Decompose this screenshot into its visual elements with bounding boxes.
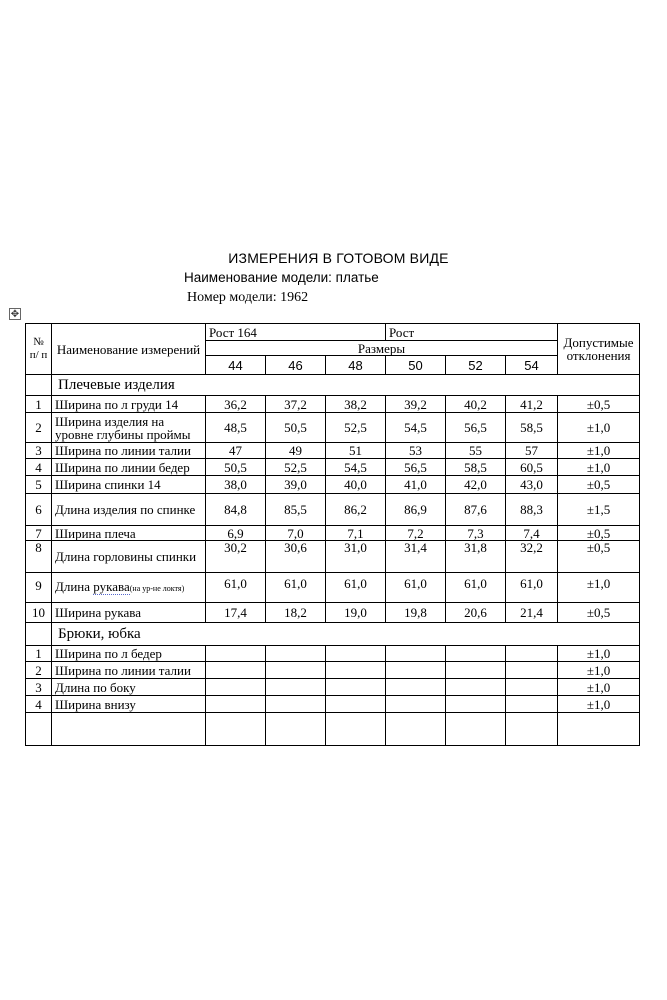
header-sizes-label: Размеры [206, 341, 558, 356]
table-row [26, 646, 640, 662]
table-row [26, 573, 640, 603]
row-number: 6 [26, 494, 52, 526]
value-cell: 7,2 [386, 526, 446, 541]
value-cell: 21,4 [506, 603, 558, 623]
value-cell: 86,9 [386, 494, 446, 526]
value-cell: 42,0 [446, 476, 506, 494]
value-cell: 7,1 [326, 526, 386, 541]
table-row [26, 541, 640, 573]
value-cell: 38,0 [206, 476, 266, 494]
table-move-handle-icon[interactable]: ✥ [10, 309, 20, 320]
header-rost-164: Рост 164 [206, 324, 386, 341]
row-number: 7 [26, 526, 52, 541]
table-row-empty [26, 713, 640, 746]
tolerance-cell: ±0,5 [558, 526, 640, 541]
value-cell: 20,6 [446, 603, 506, 623]
table-row [26, 696, 640, 713]
tolerance-cell: ±1,0 [558, 573, 640, 603]
measurement-name [52, 573, 206, 603]
value-cell: 50,5 [206, 459, 266, 476]
size-cell: 52 [446, 356, 506, 375]
value-cell: 31,4 [386, 541, 446, 573]
measurement-name-note: (на ур-не локтя) [129, 583, 185, 593]
value-cell: 6,9 [206, 526, 266, 541]
measurement-name: Ширина внизу [52, 696, 206, 713]
row-number: 5 [26, 476, 52, 494]
table-row [26, 443, 640, 459]
value-cell: 7,4 [506, 526, 558, 541]
table-row [26, 476, 640, 494]
value-cell: 86,2 [326, 494, 386, 526]
row-number: 9 [26, 573, 52, 603]
measurement-name: Ширина по л груди 14 [52, 396, 206, 413]
section-title: Плечевые изделия [52, 375, 640, 396]
section-title: Брюки, юбка [52, 623, 640, 646]
measurement-name: Длина изделия по спинке [52, 494, 206, 526]
value-cell: 50,5 [266, 413, 326, 443]
row-number: 3 [26, 679, 52, 696]
value-cell: 31,8 [446, 541, 506, 573]
value-cell: 55 [446, 443, 506, 459]
size-cell: 48 [326, 356, 386, 375]
value-cell: 36,2 [206, 396, 266, 413]
value-cell: 18,2 [266, 603, 326, 623]
value-cell: 51 [326, 443, 386, 459]
value-cell: 58,5 [446, 459, 506, 476]
value-cell: 84,8 [206, 494, 266, 526]
value-cell: 61,0 [206, 573, 266, 603]
value-cell: 56,5 [446, 413, 506, 443]
value-cell: 61,0 [386, 573, 446, 603]
value-cell: 54,5 [386, 413, 446, 443]
measurement-name-underlined: рукава [93, 578, 130, 594]
table-row [26, 413, 640, 443]
table-row [26, 679, 640, 696]
size-cell: 44 [206, 356, 266, 375]
table-row [26, 526, 640, 541]
measurements-table [25, 323, 640, 746]
tolerance-cell: ±0,5 [558, 603, 640, 623]
value-cell: 41,0 [386, 476, 446, 494]
tolerance-cell: ±1,0 [558, 646, 640, 662]
row-number: 2 [26, 662, 52, 679]
value-cell: 61,0 [326, 573, 386, 603]
value-cell: 37,2 [266, 396, 326, 413]
value-cell: 48,5 [206, 413, 266, 443]
value-cell: 7,0 [266, 526, 326, 541]
value-cell: 54,5 [326, 459, 386, 476]
value-cell: 60,5 [506, 459, 558, 476]
measurement-name: Ширина по л бедер [52, 646, 206, 662]
tolerance-cell: ±0,5 [558, 541, 640, 573]
tolerance-cell: ±1,0 [558, 662, 640, 679]
value-cell: 38,2 [326, 396, 386, 413]
value-cell: 31,0 [326, 541, 386, 573]
measurement-name: Длина по боку [52, 679, 206, 696]
tolerance-cell: ±1,0 [558, 696, 640, 713]
value-cell: 57 [506, 443, 558, 459]
value-cell: 88,3 [506, 494, 558, 526]
measurement-name: Ширина по линии талии [52, 662, 206, 679]
measurement-name: Ширина изделия на уровне глубины проймы [52, 413, 206, 443]
value-cell: 47 [206, 443, 266, 459]
size-cell: 50 [386, 356, 446, 375]
value-cell: 56,5 [386, 459, 446, 476]
tolerance-cell: ±1,0 [558, 413, 640, 443]
value-cell: 58,5 [506, 413, 558, 443]
tolerance-cell: ±1,0 [558, 459, 640, 476]
value-cell: 19,8 [386, 603, 446, 623]
table-row [26, 396, 640, 413]
model-number-line: Номер модели: 1962 [187, 290, 309, 305]
value-cell: 32,2 [506, 541, 558, 573]
header-rost: Рост [386, 324, 558, 341]
table-row [26, 494, 640, 526]
value-cell: 39,0 [266, 476, 326, 494]
tolerance-cell: ±0,5 [558, 396, 640, 413]
tolerance-cell: ±0,5 [558, 476, 640, 494]
header-name: Наименование измерений [52, 324, 206, 375]
measurement-name: Ширина по линии бедер [52, 459, 206, 476]
table-row [26, 459, 640, 476]
header-tolerance: Допустимые отклонения [558, 324, 640, 375]
measurement-name: Ширина плеча [52, 526, 206, 541]
value-cell: 61,0 [446, 573, 506, 603]
model-name-line: Наименование модели: платье [184, 270, 379, 285]
row-number: 1 [26, 646, 52, 662]
value-cell: 19,0 [326, 603, 386, 623]
row-number: 1 [26, 396, 52, 413]
row-number: 4 [26, 696, 52, 713]
measurement-name: Ширина спинки 14 [52, 476, 206, 494]
value-cell: 49 [266, 443, 326, 459]
row-number: 2 [26, 413, 52, 443]
value-cell: 85,5 [266, 494, 326, 526]
value-cell: 40,2 [446, 396, 506, 413]
value-cell: 30,6 [266, 541, 326, 573]
value-cell: 7,3 [446, 526, 506, 541]
value-cell: 53 [386, 443, 446, 459]
measurement-name: Ширина рукава [52, 603, 206, 623]
measurement-name-main: Длина [55, 578, 94, 594]
document-title: ИЗМЕРЕНИЯ В ГОТОВОМ ВИДЕ [228, 250, 449, 266]
table-row [26, 603, 640, 623]
table-row [26, 662, 640, 679]
row-number: 10 [26, 603, 52, 623]
measurement-name: Длина горловины спинки [52, 541, 206, 573]
value-cell: 52,5 [266, 459, 326, 476]
value-cell: 40,0 [326, 476, 386, 494]
row-number: 8 [26, 541, 52, 573]
tolerance-cell: ±1,0 [558, 443, 640, 459]
tolerance-cell: ±1,5 [558, 494, 640, 526]
size-cell: 46 [266, 356, 326, 375]
row-number: 3 [26, 443, 52, 459]
size-cell: 54 [506, 356, 558, 375]
value-cell: 61,0 [506, 573, 558, 603]
row-number: 4 [26, 459, 52, 476]
tolerance-cell: ±1,0 [558, 679, 640, 696]
value-cell: 61,0 [266, 573, 326, 603]
value-cell: 52,5 [326, 413, 386, 443]
value-cell: 17,4 [206, 603, 266, 623]
value-cell: 41,2 [506, 396, 558, 413]
measurement-name: Ширина по линии талии [52, 443, 206, 459]
value-cell: 39,2 [386, 396, 446, 413]
value-cell: 30,2 [206, 541, 266, 573]
value-cell: 87,6 [446, 494, 506, 526]
header-num: № п/ п [26, 324, 52, 375]
value-cell: 43,0 [506, 476, 558, 494]
